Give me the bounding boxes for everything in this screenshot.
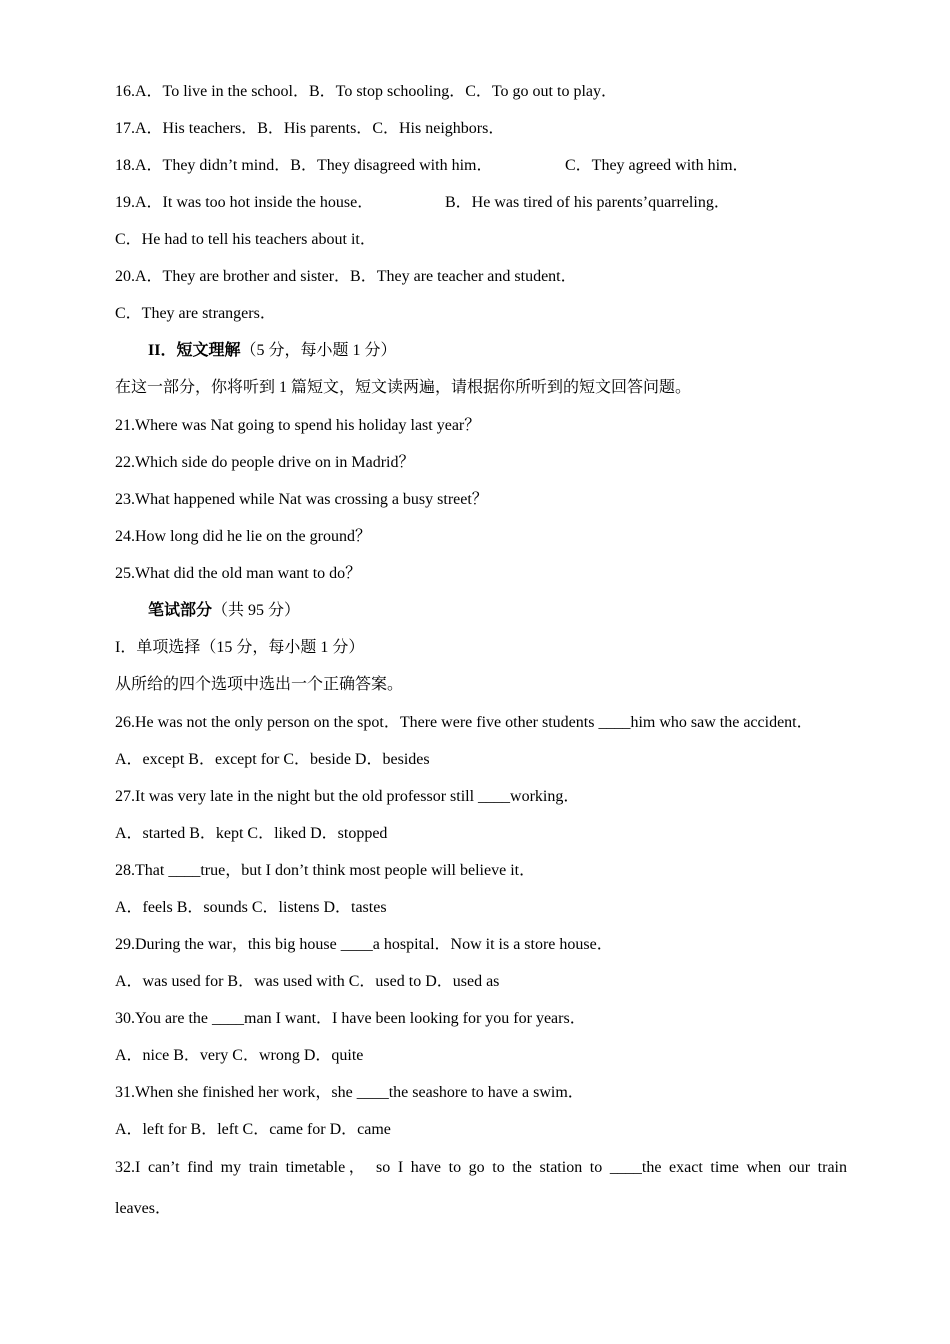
- question-26: 26.He was not the only person on the spot．There were five other students ____him who saw the accident．: [115, 714, 813, 731]
- question-26-options: A．except B．except for C．beside D．besides: [115, 751, 430, 768]
- q20-option-b: B．They are teacher and student．: [350, 268, 577, 285]
- q17-option-b: B．His parents．: [257, 120, 373, 137]
- question-28: 28.That ____true，but I don’t think most people will believe it．: [115, 862, 536, 879]
- question-31: 31.When she finished her work，she ____the seashore to have a swim．: [115, 1084, 584, 1101]
- section2-number: II．: [148, 342, 177, 359]
- q18-option-a: 18.A．They didn’t mind．: [115, 157, 291, 174]
- q16-option-b: B．To stop schooling．: [308, 83, 466, 100]
- q16-option-c: C．To go out to play．: [465, 83, 617, 100]
- section2-score: （5 分，每小题 1 分）: [240, 342, 397, 359]
- section2-instruction: 在这一部分，你将听到 1 篇短文，短文读两遍，请根据你所听到的短文回答问题。: [115, 379, 692, 396]
- question-32-line1: 32.I can’t find my train timetable， so I have to go to the station to ____the exact time when our train: [115, 1159, 847, 1176]
- q20-options-row2: [115, 304, 850, 324]
- q19-option-a: 19.A．It was too hot inside the house．: [115, 194, 374, 211]
- q17-options: [115, 119, 850, 139]
- q19-option-b: B．He was tired of his parents’quarreling．: [445, 194, 730, 211]
- part1-heading: I．单项选择（15 分，每小题 1 分）: [115, 639, 365, 656]
- question-27: 27.It was very late in the night but the old professor still ____working．: [115, 788, 580, 805]
- question-29-options: A．was used for B．was used with C．used to D．used as: [115, 973, 500, 990]
- question-27-options: A．started B．kept C．liked D．stopped: [115, 825, 388, 842]
- q16-option-a: 16.A．To live in the school．: [115, 83, 309, 100]
- q19-options-row2: [115, 230, 850, 250]
- q18-options: [115, 156, 850, 176]
- q17-option-c: C．His neighbors．: [372, 120, 505, 137]
- question-21: 21.Where was Nat going to spend his holiday last year？: [115, 417, 481, 434]
- question-30-options: A．nice B．very C．wrong D．quite: [115, 1047, 364, 1064]
- q18-option-c: C．They agreed with him．: [565, 157, 749, 174]
- written-score: （共 95 分）: [212, 602, 301, 619]
- q16-options: [115, 82, 850, 102]
- q20-options-row1: [115, 267, 850, 287]
- question-28-options: A．feels B．sounds C．listens D．tastes: [115, 899, 387, 916]
- question-30: 30.You are the ____man I want．I have been looking for you for years．: [115, 1010, 586, 1027]
- q19-options-row1: [115, 193, 850, 213]
- question-31-options: A．left for B．left C．came for D．came: [115, 1121, 391, 1138]
- question-24: 24.How long did he lie on the ground？: [115, 528, 371, 545]
- q17-option-a: 17.A．His teachers．: [115, 120, 258, 137]
- section2-title: 短文理解: [176, 342, 241, 359]
- q20-option-a: 20.A．They are brother and sister．: [115, 268, 351, 285]
- section2-heading: [148, 341, 883, 361]
- question-32-line2: leaves．: [115, 1200, 171, 1217]
- written-heading: [148, 601, 883, 621]
- question-22: 22.Which side do people drive on in Madrid？: [115, 454, 415, 471]
- question-25: 25.What did the old man want to do？: [115, 565, 362, 582]
- q20-option-c: C．They are strangers．: [115, 305, 276, 322]
- q19-option-c: C．He had to tell his teachers about it．: [115, 231, 376, 248]
- question-29: 29.During the war，this big house ____a hospital．Now it is a store house．: [115, 936, 613, 953]
- q18-option-b: B．They disagreed with him．: [290, 157, 493, 174]
- question-23: 23.What happened while Nat was crossing a busy street？: [115, 491, 488, 508]
- written-title: 笔试部分: [148, 602, 213, 619]
- part1-instruction: 从所给的四个选项中选出一个正确答案。: [115, 676, 404, 693]
